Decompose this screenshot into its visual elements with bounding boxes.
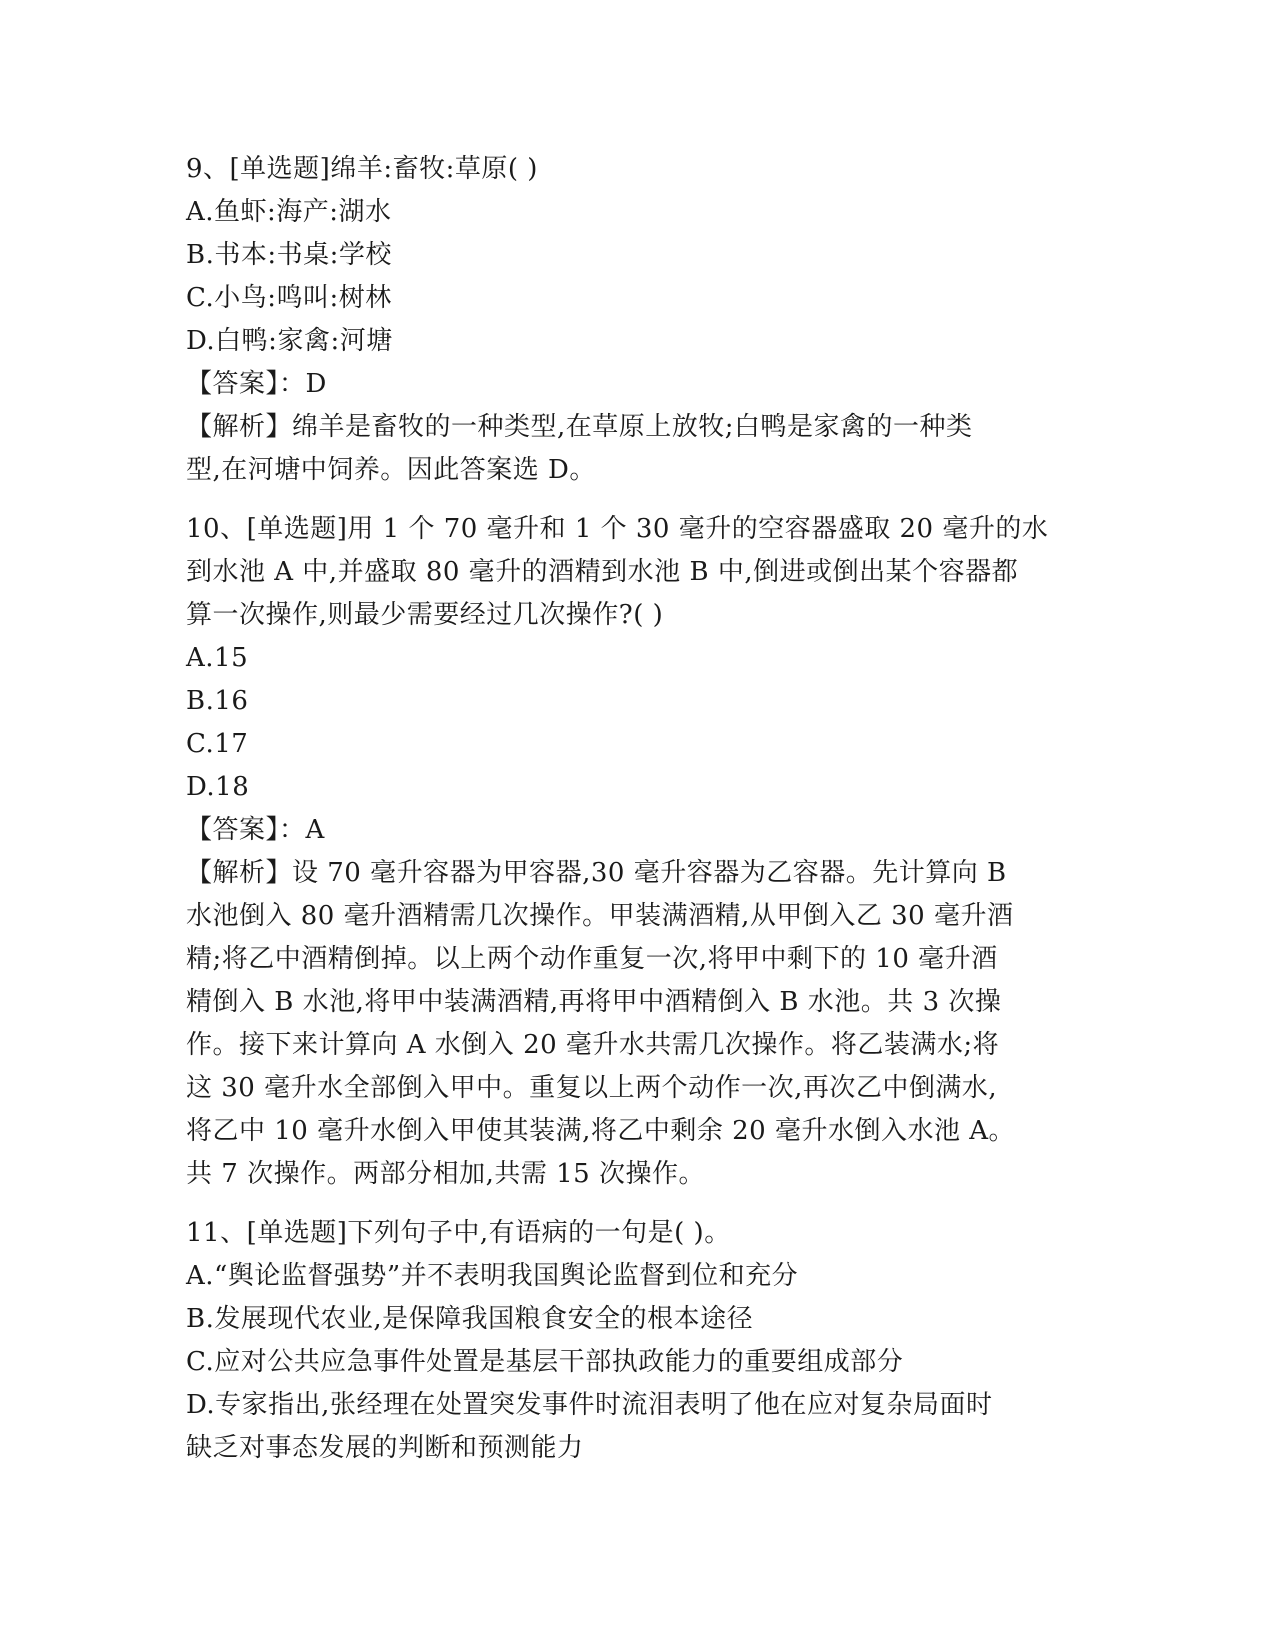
option-d: D.专家指出,张经理在处置突发事件时流泪表明了他在应对复杂局面时: [186, 1390, 993, 1420]
question-stem: 11、[单选题]下列句子中,有语病的一句是( )。: [186, 1218, 731, 1248]
option-d: D.白鸭:家禽:河塘: [186, 326, 393, 356]
question-11: [186, 1212, 1086, 1470]
question-stem: 算一次操作,则最少需要经过几次操作?( ): [186, 600, 664, 630]
option-b: B.发展现代农业,是保障我国粮食安全的根本途径: [186, 1304, 754, 1334]
analysis-line: 【解析】设 70 毫升容器为甲容器,30 毫升容器为乙容器。先计算向 B: [186, 858, 1007, 888]
option-a: A.15: [186, 643, 249, 673]
analysis-line: 作。接下来计算向 A 水倒入 20 毫升水共需几次操作。将乙装满水;将: [186, 1030, 1000, 1060]
option-b: B.书本:书桌:学校: [186, 240, 392, 270]
question-stem: 10、[单选题]用 1 个 70 毫升和 1 个 30 毫升的空容器盛取 20 毫升的水: [186, 514, 1049, 544]
question-stem: 到水池 A 中,并盛取 80 毫升的酒精到水池 B 中,倒进或倒出某个容器都: [186, 557, 1019, 587]
option-b: B.16: [186, 686, 249, 716]
spacer: [186, 492, 1086, 508]
analysis-line: 共 7 次操作。两部分相加,共需 15 次操作。: [186, 1159, 705, 1189]
option-d: D.18: [186, 772, 250, 802]
analysis-line: 精;将乙中酒精倒掉。以上两个动作重复一次,将甲中剩下的 10 毫升酒: [186, 944, 998, 974]
option-c: C.小鸟:鸣叫:树林: [186, 283, 392, 313]
question-10: [186, 508, 1086, 1196]
answer: 【答案】：A: [186, 815, 325, 845]
spacer: [186, 1196, 1086, 1212]
analysis-line: 型,在河塘中饲养。因此答案选 D。: [186, 455, 596, 485]
option-a: A.鱼虾:海产:湖水: [186, 197, 392, 227]
answer: 【答案】：D: [186, 369, 327, 399]
analysis-line: 将乙中 10 毫升水倒入甲使其装满,将乙中剩余 20 毫升水倒入水池 A。: [186, 1116, 1016, 1146]
option-a: A.“舆论监督强势”并不表明我国舆论监督到位和充分: [186, 1261, 799, 1291]
document-page: [186, 148, 1086, 1470]
analysis-line: 水池倒入 80 毫升酒精需几次操作。甲装满酒精,从甲倒入乙 30 毫升酒: [186, 901, 1014, 931]
analysis-line: 【解析】绵羊是畜牧的一种类型,在草原上放牧;白鸭是家禽的一种类: [186, 412, 973, 442]
analysis-line: 这 30 毫升水全部倒入甲中。重复以上两个动作一次,再次乙中倒满水,: [186, 1073, 998, 1103]
question-stem: 9、[单选题]绵羊:畜牧:草原( ): [186, 154, 538, 184]
analysis-line: 精倒入 B 水池,将甲中装满酒精,再将甲中酒精倒入 B 水池。共 3 次操: [186, 987, 1002, 1017]
option-c: C.应对公共应急事件处置是基层干部执政能力的重要组成部分: [186, 1347, 904, 1377]
question-9: [186, 148, 1086, 492]
option-c: C.17: [186, 729, 249, 759]
option-d-continued: 缺乏对事态发展的判断和预测能力: [186, 1433, 584, 1463]
